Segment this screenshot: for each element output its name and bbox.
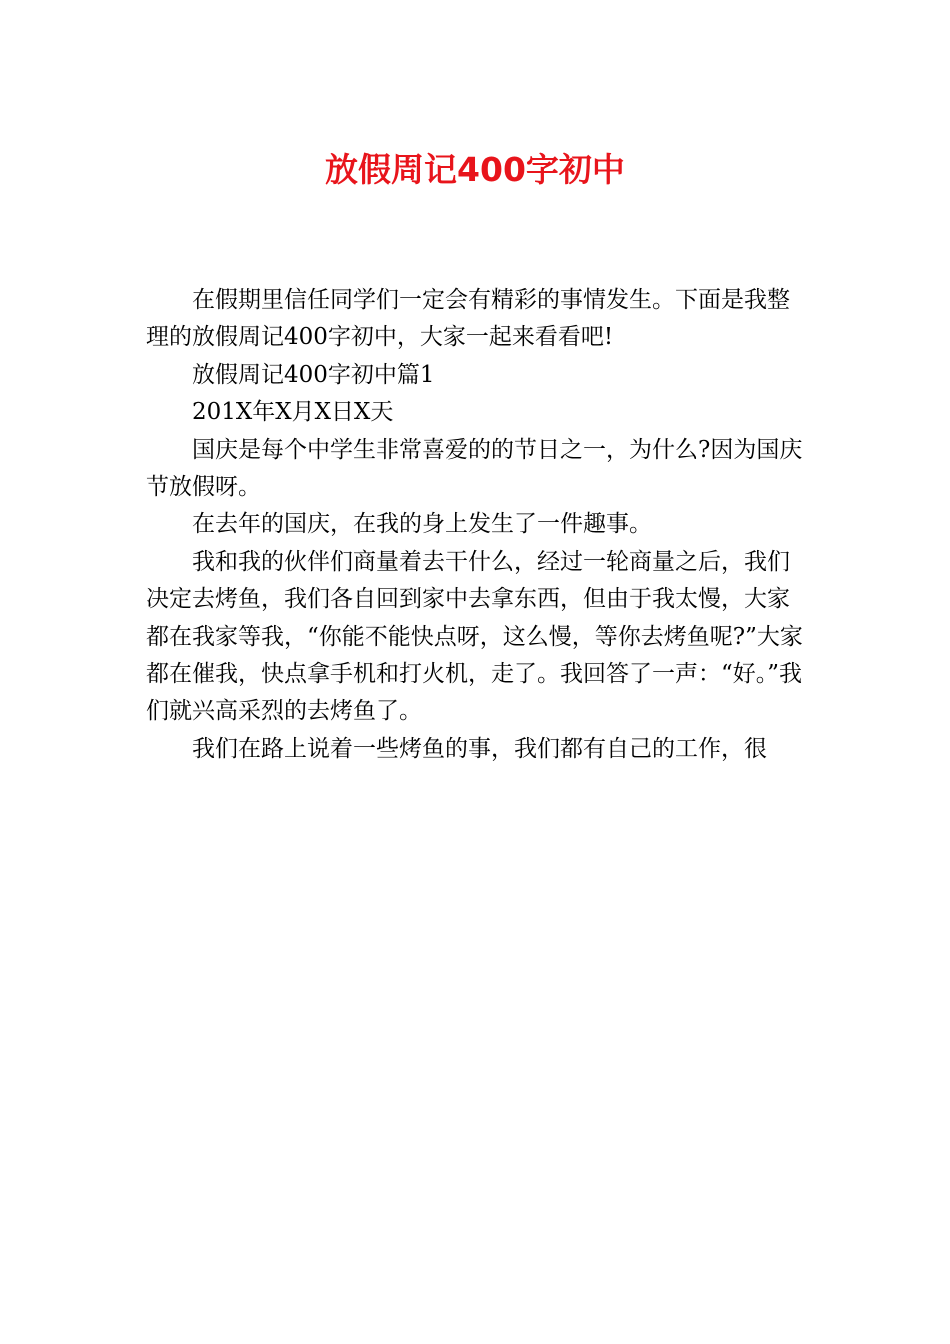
paragraph-section-heading: 放假周记400字初中篇1: [192, 361, 435, 388]
paragraph-on-the-way: 我们在路上说着一些烤鱼的事，我们都有自己的工作，很: [192, 735, 767, 762]
paragraph-intro: 在假期里信任同学们一定会有精彩的事情发生。下面是我整理的放假周记400字初中，大家一起来看看吧!: [146, 287, 790, 351]
paragraph-date: 201X年X月X日X天: [192, 399, 394, 426]
document-title: 放假周记400字初中: [325, 150, 625, 189]
paragraph-national-day: 国庆是每个中学生非常喜爱的的节日之一，为什么?因为国庆节放假呀。: [146, 436, 803, 501]
document-body: [146, 282, 806, 768]
paragraph-anecdote-intro: 在去年的国庆，在我的身上发生了一件趣事。: [192, 511, 652, 538]
paragraph-fish-plan: 我和我的伙伴们商量着去干什么，经过一轮商量之后，我们决定去烤鱼，我们各自回到家中去拿东西，但由于我太慢，大家都在我家等我，“你能不能快点呀，这么慢，等你去烤鱼呢?”大家都在催我，快点拿手机和打火机，走了。我回答了一声：“好。”我们就兴高采烈的去烤鱼了。: [146, 548, 803, 725]
